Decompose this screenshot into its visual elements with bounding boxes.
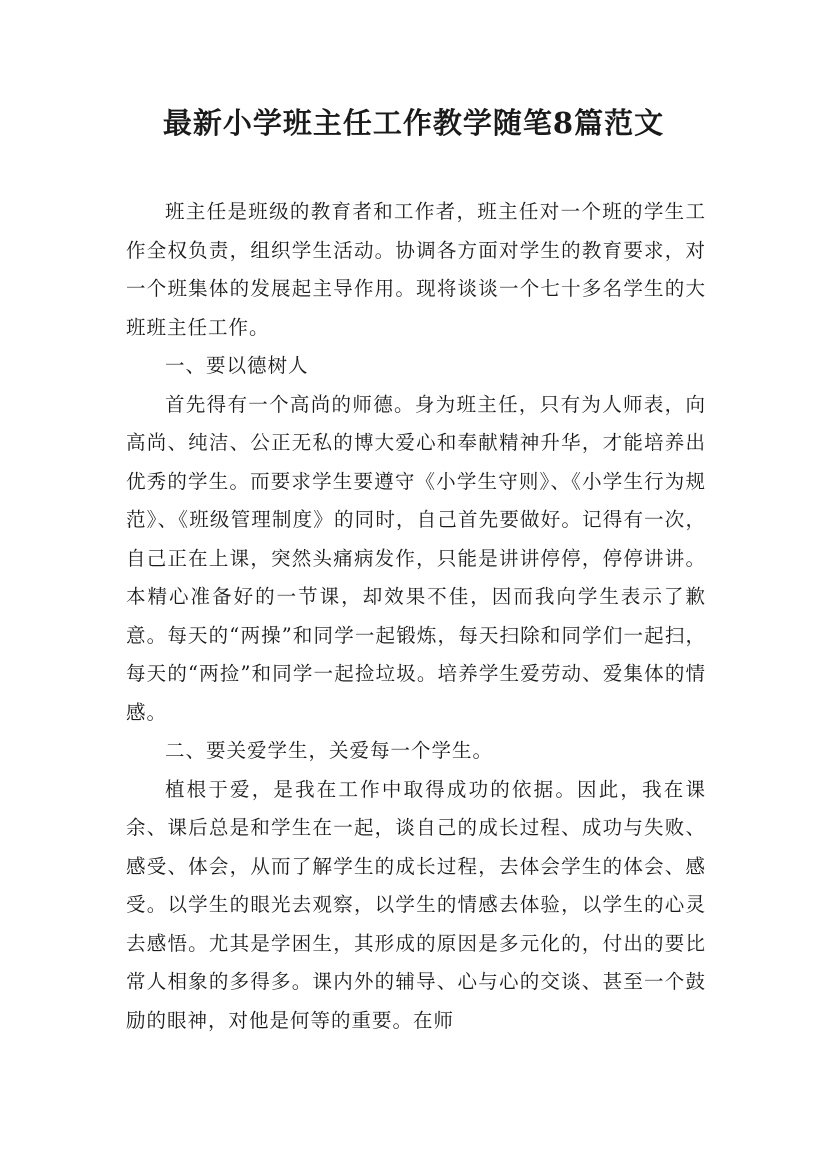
section-heading-2: 二、要关爱学生，关爱每一个学生。: [165, 739, 494, 762]
section-1-paragraph: 首先得有一个高尚的师德。身为班主任，只有为人师表，向高尚、纯洁、公正无私的博大爱心和奉献精神升华，才能培养出优秀的学生。而要求学生要遵守《小学生守则》、《小学生行为规范》、《班级管理制度》的同时，自己首先要做好。记得有一次，自己正在上课，突然头痛病发作，只能是讲讲停停，停停讲讲。本精心准备好的一节课，却效果不佳，因而我向学生表示了歉意。每天的“两操”和同学一起锻炼，每天扫除和同学们一起扫，每天的“两捡”和同学一起捡垃圾。培养学生爱劳动、爱集体的情感。: [126, 392, 706, 724]
section-2-paragraph: 植根于爱，是我在工作中取得成功的依据。因此，我在课余、课后总是和学生在一起，谈自己的成长过程、成功与失败、感受、体会，从而了解学生的成长过程，去体会学生的体会、感受。以学生的眼光去观察，以学生的情感去体验，以学生的心灵去感悟。尤其是学困生，其形成的原因是多元化的，付出的要比常人相象的多得多。课内外的辅导、心与心的交谈、甚至一个鼓励的眼神，对他是何等的重要。在师: [126, 777, 706, 1032]
section-heading-1: 一、要以德树人: [165, 354, 309, 377]
document-body: [126, 193, 706, 1040]
document-title: 最新小学班主任工作教学随笔8篇范文: [162, 106, 665, 140]
intro-paragraph: 班主任是班级的教育者和工作者，班主任对一个班的学生工作全权负责，组织学生活动。协调各方面对学生的教育要求，对一个班集体的发展起主导作用。现将谈谈一个七十多名学生的大班班主任工作。: [126, 200, 706, 339]
